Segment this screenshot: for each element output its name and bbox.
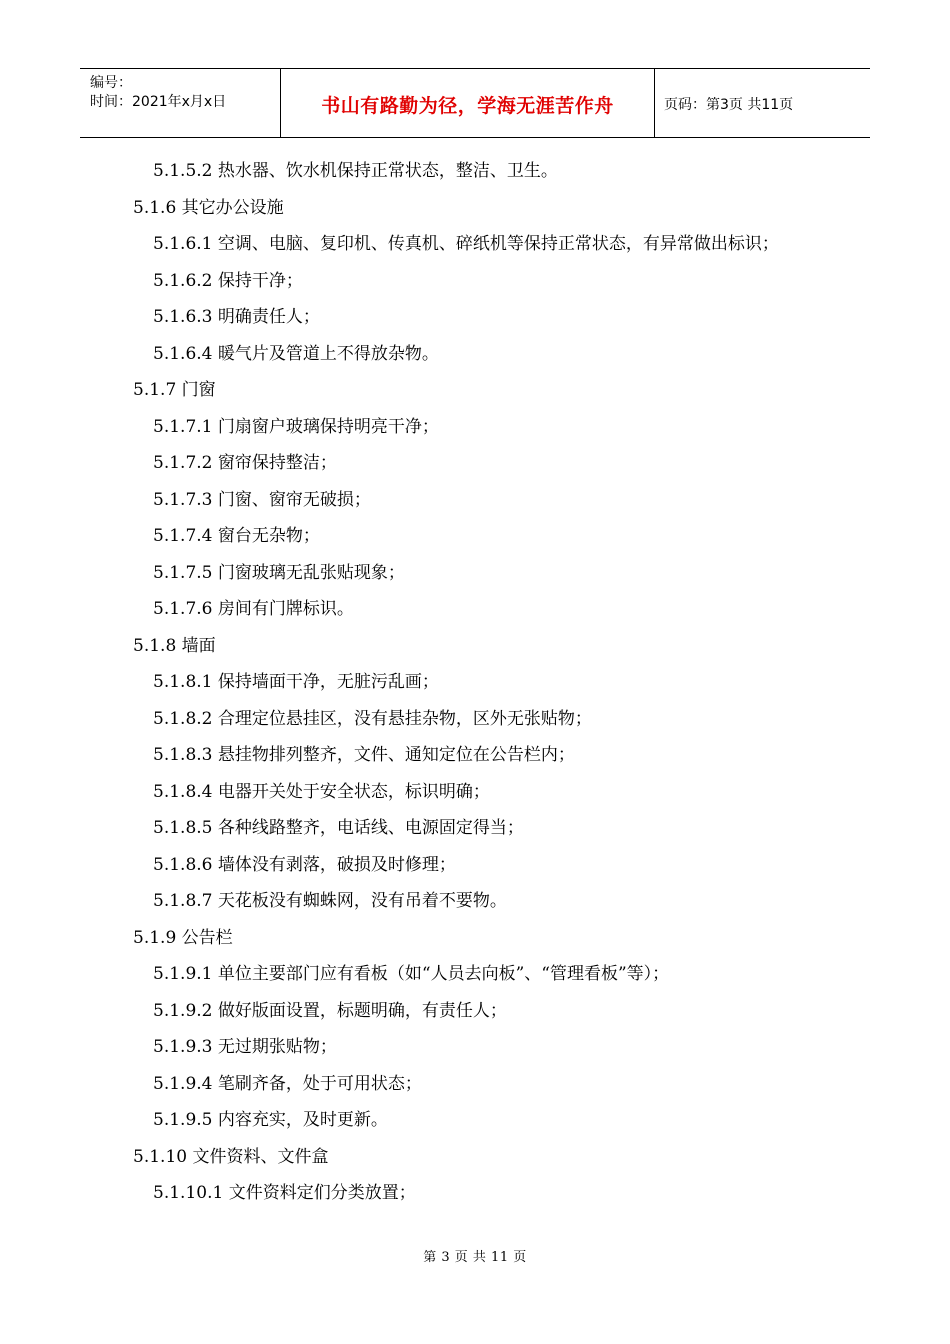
clause-5-1-8-6: 5.1.8.6 墙体没有剥落，破损及时修理； [153,855,456,875]
clause-5-1-9-1: 5.1.9.1 单位主要部门应有看板（如“人员去向板”、“管理看板”等）； [153,964,670,984]
clause-5-1-7-6: 5.1.7.6 房间有门牌标识。 [153,599,354,619]
document-number-label: 编号： [90,75,132,91]
clause-5-1-8-2: 5.1.8.2 合理定位悬挂区，没有悬挂杂物，区外无张贴物； [153,709,592,729]
header-info-cell [80,69,281,137]
header-page-cell [655,69,870,137]
header-motto: 书山有路勤为径，学海无涯苦作舟 [321,95,614,117]
clause-5-1-8-3: 5.1.8.3 悬挂物排列整齐，文件、通知定位在公告栏内； [153,745,575,765]
clause-5-1-7-1: 5.1.7.1 门扇窗户玻璃保持明亮干净； [153,417,439,437]
clause-5-1-9-3: 5.1.9.3 无过期张贴物； [153,1037,337,1057]
clause-5-1-6-4: 5.1.6.4 暖气片及管道上不得放杂物。 [153,344,439,364]
section-5-1-9: 5.1.9 公告栏 [133,928,233,948]
clause-5-1-7-5: 5.1.7.5 门窗玻璃无乱张贴现象； [153,563,405,583]
clause-5-1-6-2: 5.1.6.2 保持干净； [153,271,303,291]
clause-5-1-7-2: 5.1.7.2 窗帘保持整洁； [153,453,337,473]
clause-5-1-9-2: 5.1.9.2 做好版面设置，标题明确，有责任人； [153,1001,507,1021]
section-5-1-10: 5.1.10 文件资料、文件盒 [133,1147,329,1167]
section-5-1-6: 5.1.6 其它办公设施 [133,198,284,218]
section-5-1-8: 5.1.8 墙面 [133,636,216,656]
header-motto-cell [281,69,655,137]
document-date-label: 时间：2021年x月x日 [90,94,227,110]
header-page-number: 页码：第3页 共11页 [664,97,794,113]
clause-5-1-10-1: 5.1.10.1 文件资料定们分类放置； [153,1183,416,1203]
clause-5-1-5-2: 5.1.5.2 热水器、饮水机保持正常状态，整洁、卫生。 [153,161,558,181]
section-5-1-7: 5.1.7 门窗 [133,380,216,400]
clause-5-1-7-3: 5.1.7.3 门窗、窗帘无破损； [153,490,371,510]
clause-5-1-9-5: 5.1.9.5 内容充实，及时更新。 [153,1110,388,1130]
clause-5-1-8-1: 5.1.8.1 保持墙面干净，无脏污乱画； [153,672,439,692]
page-footer: 第 3 页 共 11 页 [423,1250,527,1265]
clause-5-1-6-1: 5.1.6.1 空调、电脑、复印机、传真机、碎纸机等保持正常状态，有异常做出标识； [153,234,779,254]
page-header [80,68,870,138]
clause-5-1-8-4: 5.1.8.4 电器开关处于安全状态，标识明确； [153,782,490,802]
clause-5-1-9-4: 5.1.9.4 笔刷齐备，处于可用状态； [153,1074,422,1094]
clause-5-1-8-7: 5.1.8.7 天花板没有蜘蛛网，没有吊着不要物。 [153,891,507,911]
clause-5-1-8-5: 5.1.8.5 各种线路整齐，电话线、电源固定得当； [153,818,524,838]
clause-5-1-6-3: 5.1.6.3 明确责任人； [153,307,320,327]
clause-5-1-7-4: 5.1.7.4 窗台无杂物； [153,526,320,546]
